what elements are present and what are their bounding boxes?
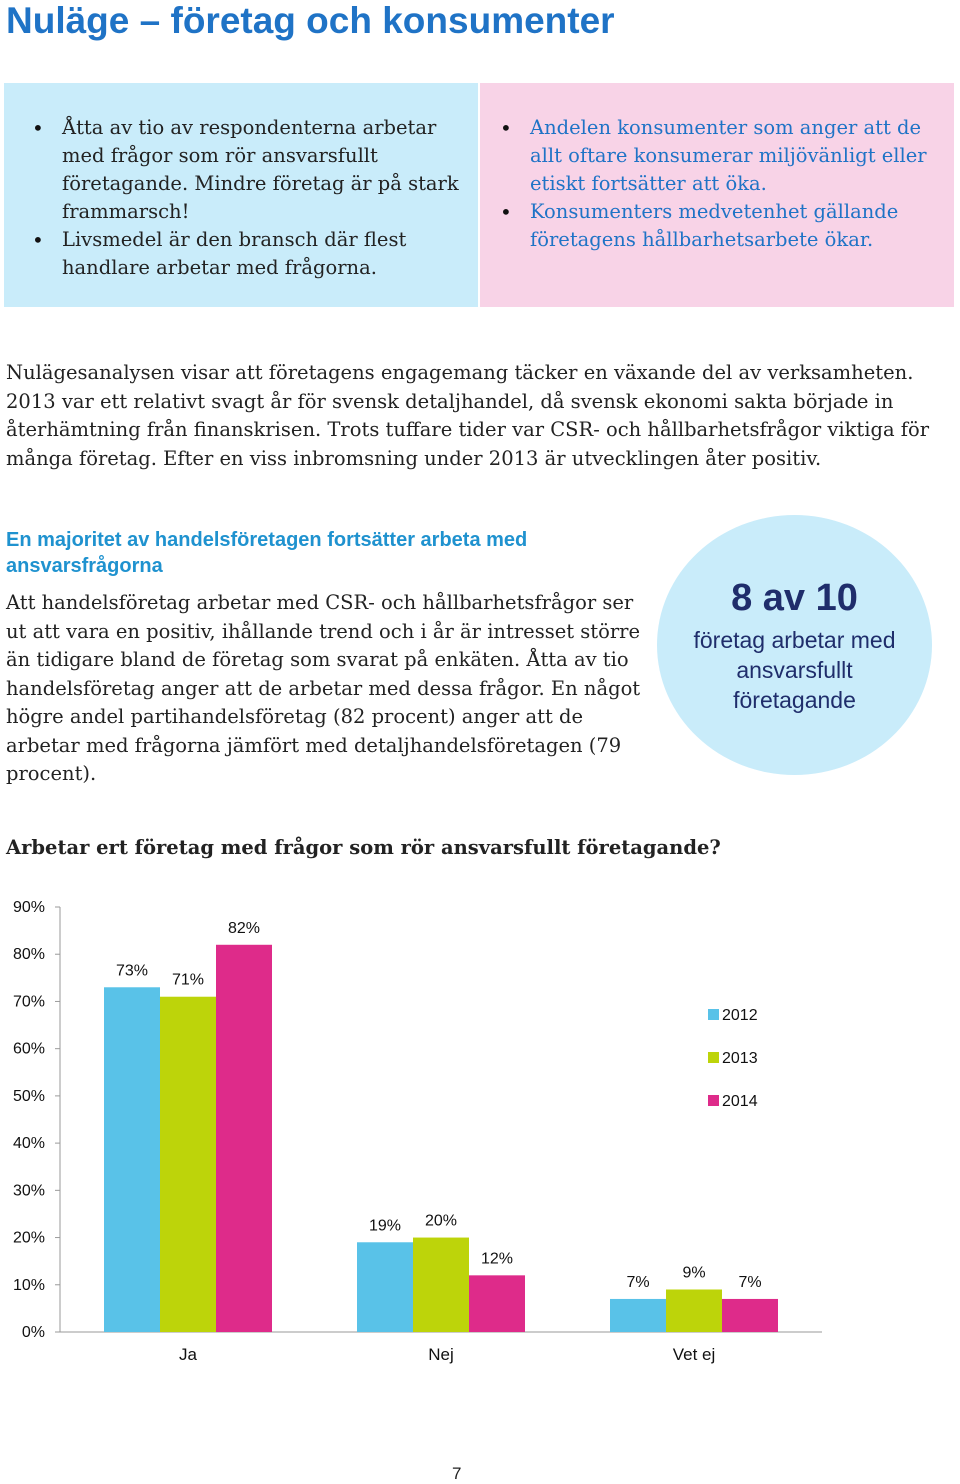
legend-label: 2012 — [722, 1007, 758, 1024]
body-paragraph: Att handelsföretag arbetar med CSR- och hållbarhetsfrågor ser ut att vara en positiv, ihållande trend och i år är intresset större än tidigare bland de företag som svarat på enkäten. Åtta av tio handelsföretag anger att de arbetar med dessa frågor. En något högre andel partihandelsföretag (82 procent) anger att de arbetar med frågorna jämfört med detaljhandelsföretagen (79 procent). — [6, 591, 641, 785]
category-label: Nej — [428, 1345, 454, 1364]
list-item: • Konsumenters medvetenhet gällande företagens hållbarhetsarbete ökar. — [530, 198, 940, 254]
bar-2012-nej — [357, 1242, 413, 1332]
y-tick-label: 80% — [12, 946, 45, 964]
legend-label: 2013 — [722, 1050, 758, 1067]
key-points-list — [62, 114, 462, 282]
legend-swatch — [708, 1095, 719, 1106]
section-heading: En majoritet av handelsföretagen fortsätter arbeta med ansvarsfrågorna — [6, 529, 528, 577]
legend-label: 2014 — [722, 1093, 758, 1110]
list-item: • Andelen konsumenter som anger att de allt oftare konsumerar miljövänligt eller etiskt fortsätter att öka. — [530, 114, 940, 198]
data-label: 12% — [480, 1250, 514, 1268]
y-tick-label: 10% — [12, 1276, 45, 1294]
data-label: 9% — [682, 1264, 706, 1282]
stat-callout — [657, 515, 932, 775]
intro-paragraph: Nulägesanalysen visar att företagens engagemang täcker en växande del av verksamheten. 2013 var ett relativt svagt år för svensk detaljhandel, då svensk ekonomi sakta började in återhämtning från finanskrisen. Trots tuffare tider var CSR- och hållbarhetsfrågor viktiga för många företag. Efter en viss inbromsning under 2013 är utvecklingen åter positiv. — [6, 361, 930, 470]
key-points-consumers — [480, 83, 954, 307]
bar-2013-ja — [160, 997, 216, 1332]
legend-swatch — [708, 1009, 719, 1020]
y-tick-label: 0% — [21, 1324, 45, 1341]
key-points-list — [530, 114, 940, 254]
bar-2014-vet-ej — [722, 1299, 778, 1332]
data-label: 19% — [368, 1217, 402, 1235]
y-tick-label: 30% — [12, 1182, 45, 1200]
data-label: 73% — [115, 962, 149, 980]
y-tick-label: 60% — [12, 1040, 45, 1058]
category-label: Ja — [179, 1345, 197, 1364]
stat-caption: företag arbetar med ansvarsfullt företagande — [693, 627, 896, 713]
category-label: Vet ej — [672, 1345, 716, 1364]
bar-2012-vet-ej — [610, 1299, 666, 1332]
y-tick-label: 50% — [12, 1087, 45, 1105]
bar-2014-ja — [216, 945, 272, 1332]
data-label: 7% — [738, 1273, 762, 1291]
stat-value: 8 av 10 — [731, 577, 858, 619]
bar-2013-vet-ej — [666, 1290, 722, 1333]
bar-2013-nej — [413, 1238, 469, 1332]
page-title: Nuläge – företag och konsumenter — [6, 0, 615, 41]
list-item: • Livsmedel är den bransch där flest handlare arbetar med frågorna. — [62, 226, 462, 282]
data-label: 20% — [424, 1212, 458, 1230]
y-tick-label: 70% — [12, 993, 45, 1011]
y-tick-label: 90% — [12, 899, 45, 916]
y-tick-label: 40% — [12, 1135, 45, 1153]
bar-chart — [0, 880, 960, 1400]
key-points-companies — [4, 83, 478, 307]
y-tick-label: 20% — [12, 1229, 45, 1247]
bar-2014-nej — [469, 1275, 525, 1332]
data-label: 82% — [227, 919, 261, 937]
list-item: • Åtta av tio av respondenterna arbetar med frågor som rör ansvarsfullt företagande. Mindre företag är på stark frammarsch! — [62, 114, 462, 226]
bar-2012-ja — [104, 987, 160, 1332]
page-number: 7 — [452, 1464, 462, 1483]
chart-title: Arbetar ert företag med frågor som rör ansvarsfullt företagande? — [6, 836, 721, 859]
data-label: 7% — [626, 1273, 650, 1291]
legend-swatch — [708, 1052, 719, 1063]
data-label: 71% — [171, 971, 205, 989]
